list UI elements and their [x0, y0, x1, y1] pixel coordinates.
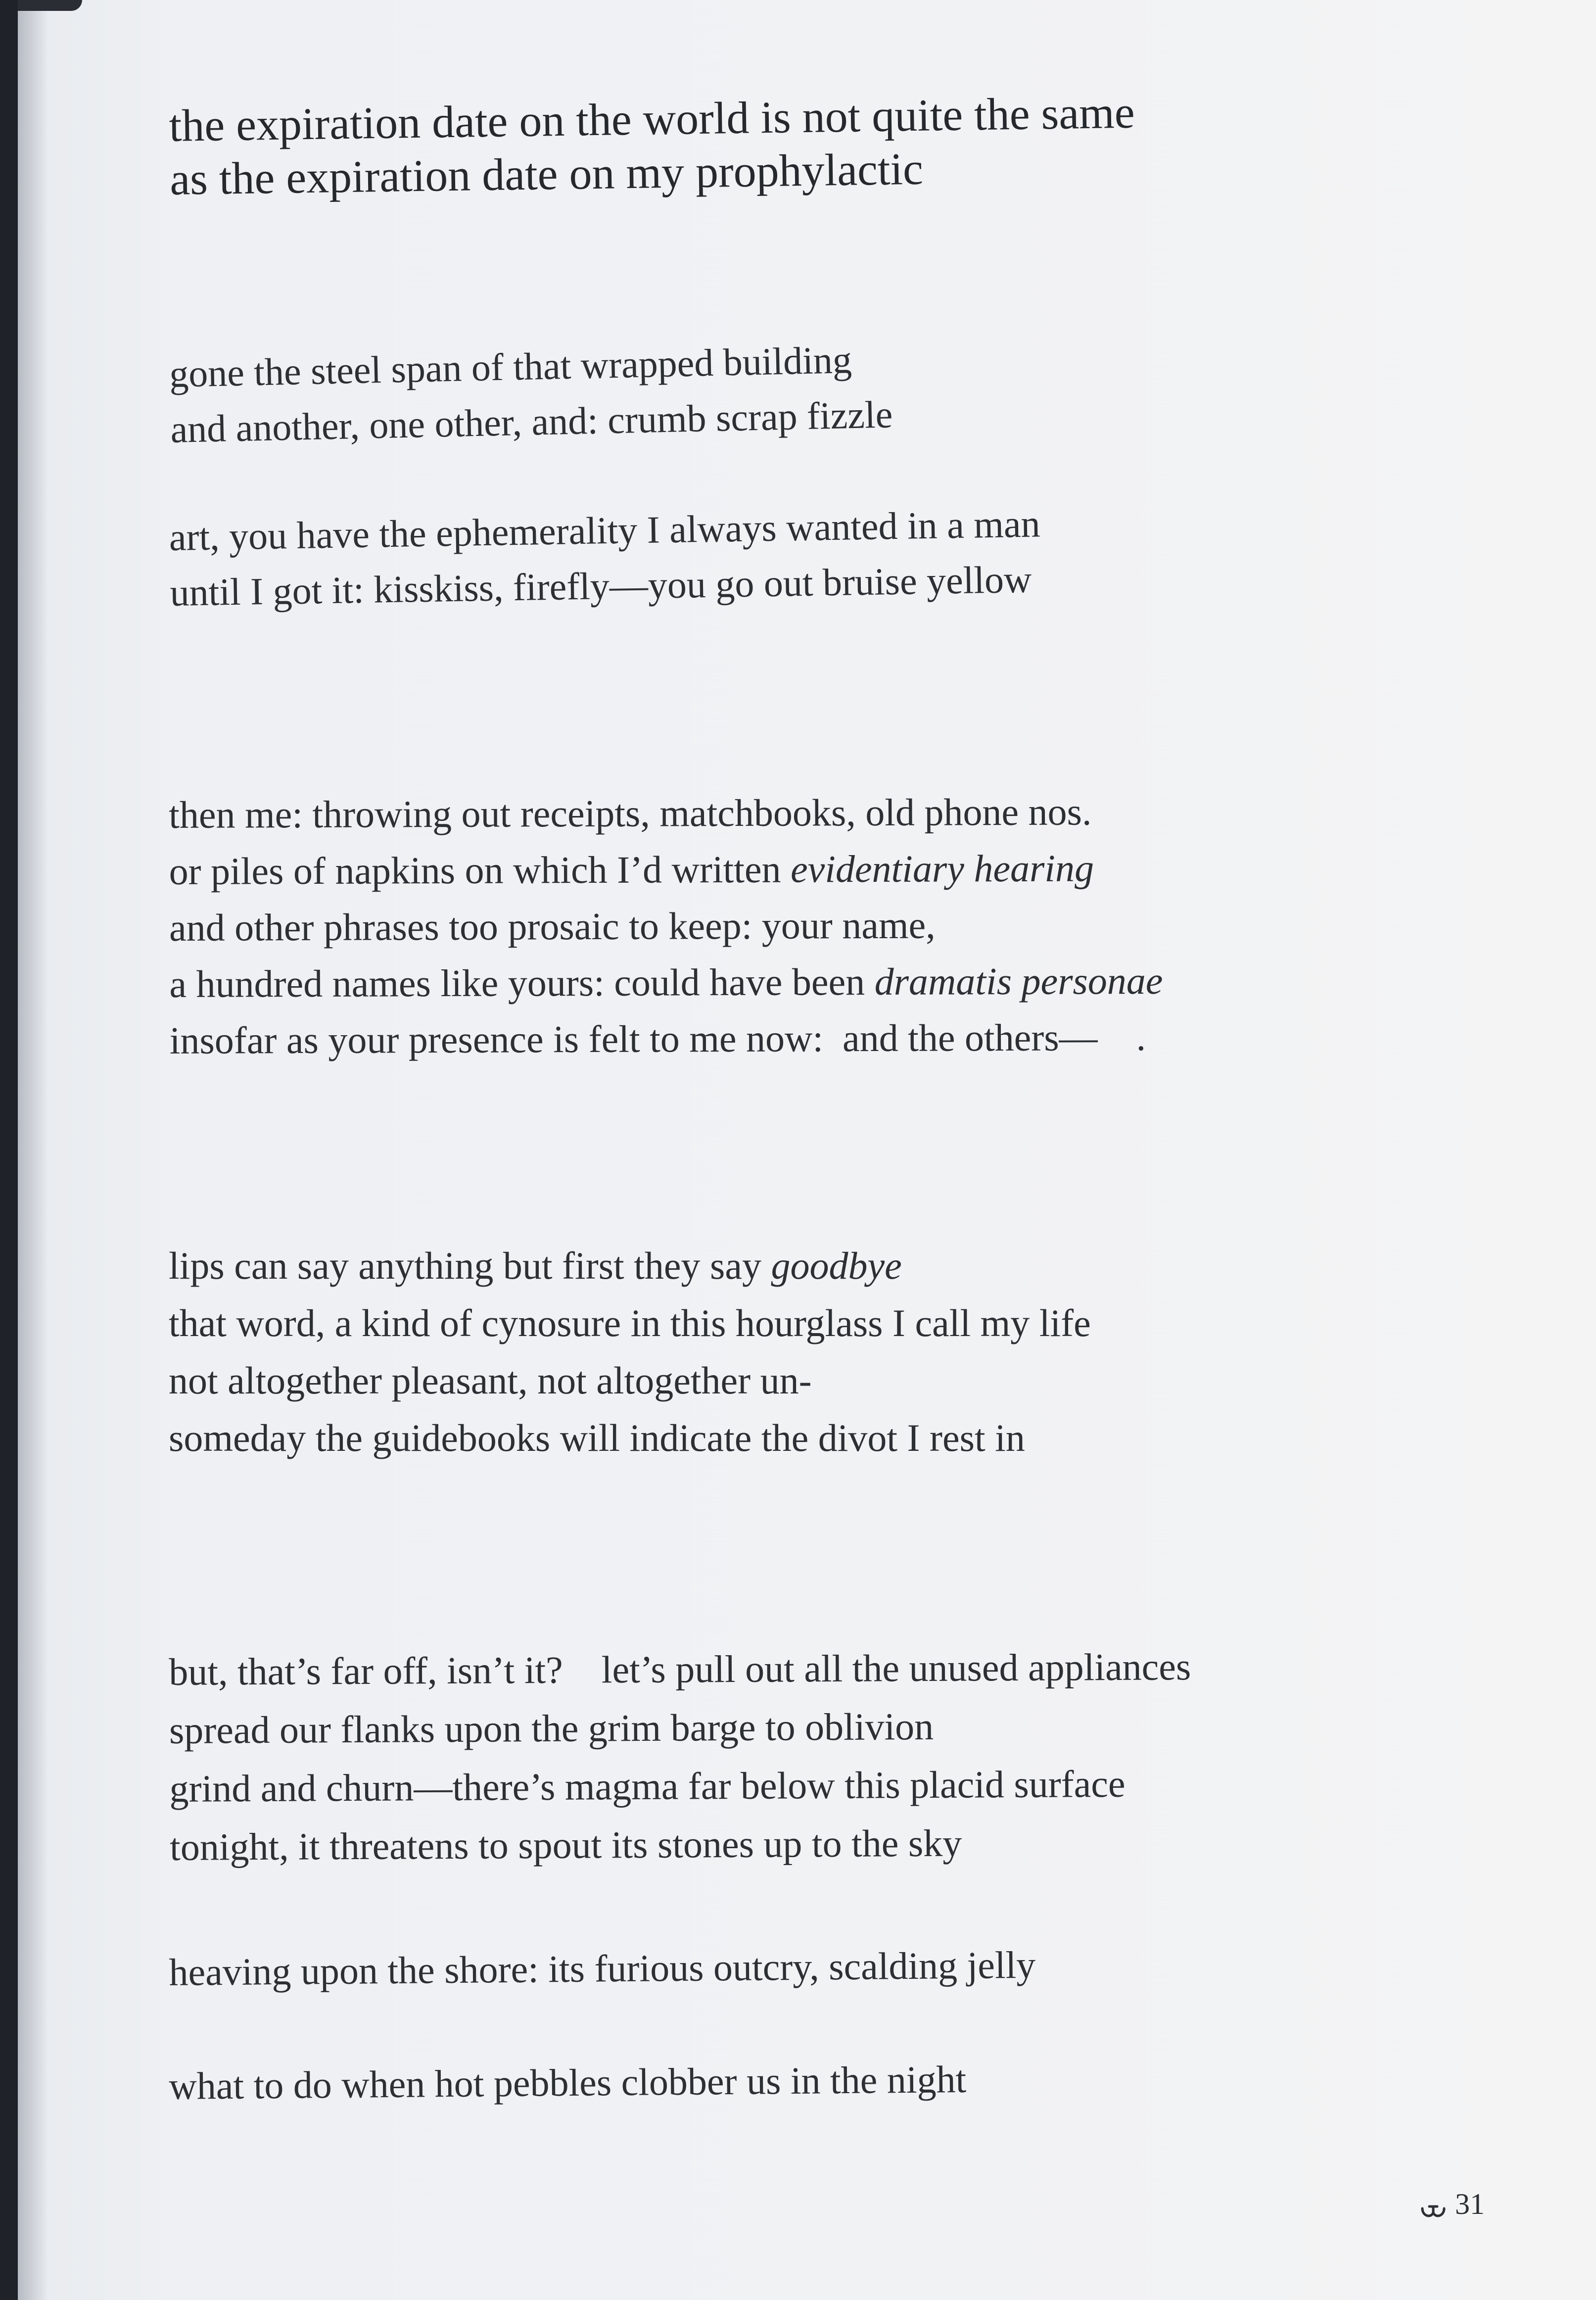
poem-line: grind and churn—there’s magma far below this placid surface [169, 1762, 1126, 1810]
poem-line: what to do when hot pebbles clobber us in the night [169, 2057, 967, 2108]
page-corner-edge [18, 0, 82, 11]
title-line: the expiration date on the world is not quite the same [169, 87, 1135, 151]
line-text: a hundred names like yours: could have been [169, 960, 875, 1006]
poem-line: heaving upon the shore: its furious outcry, scalding jelly [169, 1943, 1036, 1994]
poem-line: but, that’s far off, isn’t it? let’s pull out all the unused appliances [169, 1645, 1191, 1693]
stanza-7 [169, 2052, 967, 2114]
page-footer [1420, 2187, 1485, 2221]
stanza-3 [169, 783, 1163, 1069]
poem-line: art, you have the ephemerality I always wanted in a man [169, 502, 1041, 559]
stanza-2 [169, 496, 1041, 621]
poem-line: tonight, it threatens to spout its stones up to the sky [169, 1821, 962, 1869]
poem-line: spread our flanks upon the grim barge to oblivion [169, 1704, 934, 1752]
poem-line: insofar as your presence is felt to me now: and the others— . [169, 1015, 1146, 1062]
poem-line [169, 953, 1163, 1012]
stanza-1 [169, 331, 893, 457]
line-text: or piles of napkins on which I’d written [169, 847, 791, 893]
page-gutter-shadow [18, 0, 47, 2300]
page-number: 31 [1455, 2188, 1485, 2220]
stanza-5 [169, 1637, 1192, 1876]
poem-line [169, 1237, 1091, 1294]
poem-line [169, 840, 1162, 900]
poem-line: then me: throwing out receipts, matchbooks, old phone nos. [169, 790, 1092, 836]
book-page [18, 0, 1596, 2300]
line-text: lips can say anything but first they say [169, 1244, 771, 1287]
poem-line: until I got it: kisskiss, firefly—you go out bruise yellow [169, 557, 1033, 614]
italic-phrase: evidentiary hearing [790, 846, 1094, 891]
fleuron-icon [1420, 2195, 1446, 2214]
stanza-4 [169, 1237, 1091, 1467]
poem-line: and other phrases too prosaic to keep: your name, [169, 903, 936, 949]
poem-title [169, 83, 1308, 206]
poem-line: gone the steel span of that wrapped building [169, 338, 852, 395]
poem-line: that word, a kind of cynosure in this hourglass I call my life [169, 1301, 1091, 1344]
title-line: as the expiration date on my prophylactic [169, 143, 924, 204]
poem-line: and another, one other, and: crumb scrap fizzle [170, 392, 893, 451]
poem-line: someday the guidebooks will indicate the divot I rest in [169, 1416, 1025, 1459]
poem-line: not altogether pleasant, not altogether un- [169, 1359, 812, 1402]
stanza-6 [169, 1937, 1036, 2000]
italic-phrase: dramatis personae [874, 958, 1163, 1004]
italic-phrase: goodbye [771, 1244, 902, 1287]
